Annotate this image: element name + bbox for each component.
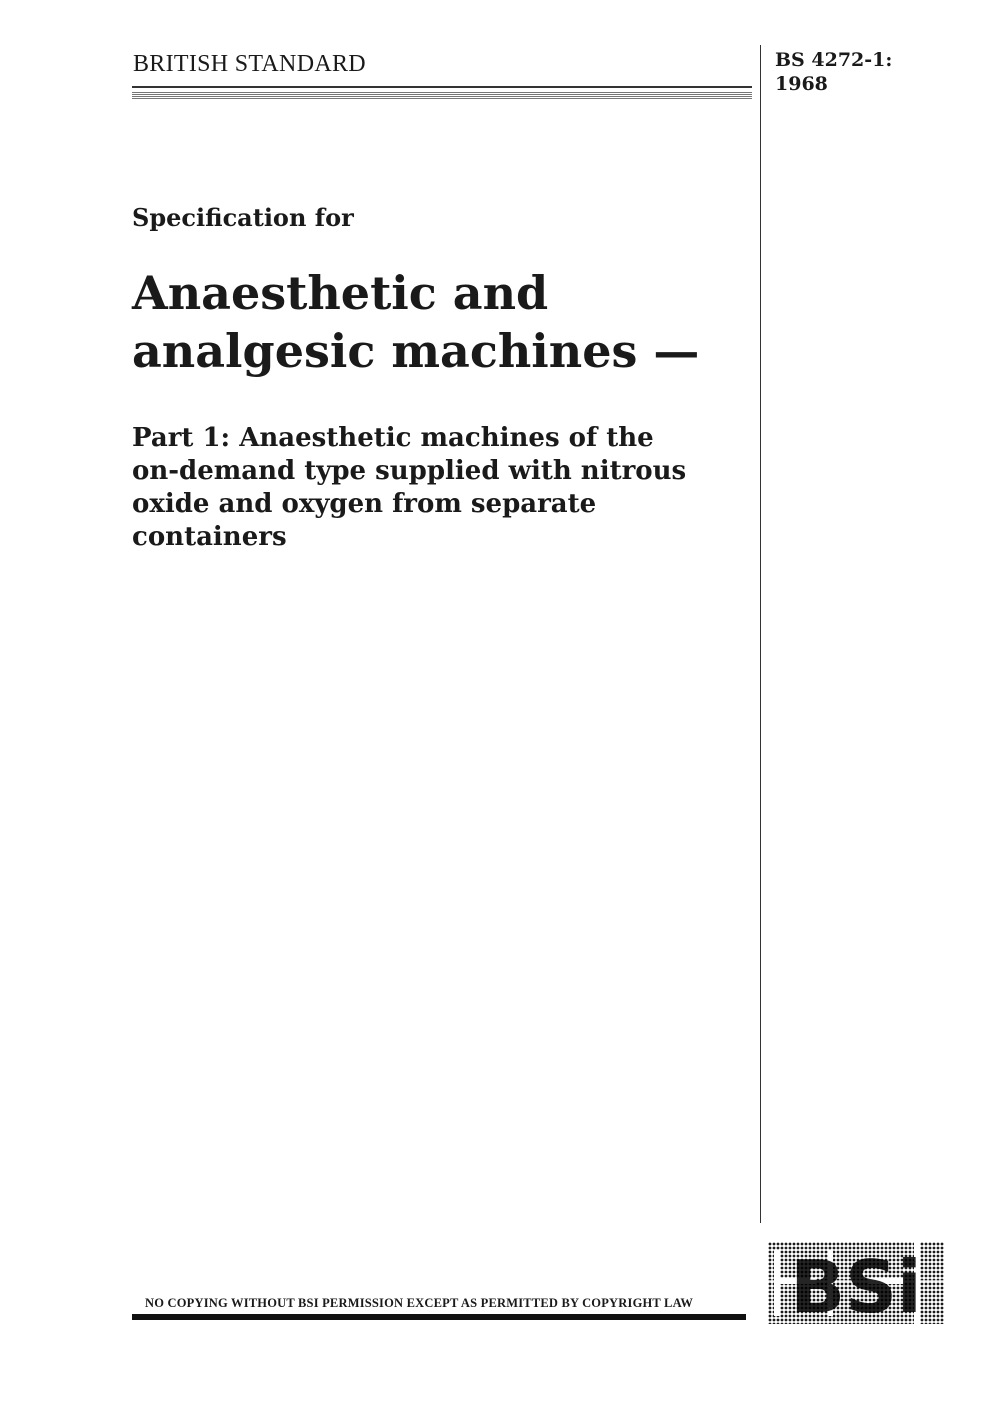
part-title-line-3: oxide and oxygen from separate [132,489,597,519]
standard-number-line-2: 1968 [775,73,828,95]
header-rule [132,86,752,88]
part-title-line-4: containers [132,522,287,552]
margin-divider [760,45,761,1223]
spec-for-heading: Specification for [132,203,354,232]
main-title [132,264,752,380]
standard-number-line-1: BS 4272-1: [775,49,893,71]
footer-rule [132,1314,746,1320]
bsi-logo-icon [768,1242,944,1324]
part-title [132,422,752,554]
standard-number [775,48,892,96]
main-title-line-1: Anaesthetic and [132,266,549,320]
bsi-logo-text: BSi [790,1245,922,1324]
copyright-notice: NO COPYING WITHOUT BSI PERMISSION EXCEPT AS PERMITTED BY COPYRIGHT LAW [145,1296,694,1310]
document-category-label: BRITISH STANDARD [133,51,366,77]
header-hatched-rule [132,92,752,100]
part-title-line-1: Part 1: Anaesthetic machines of the [132,423,654,453]
part-title-line-2: on-demand type supplied with nitrous [132,456,687,486]
main-title-line-2: analgesic machines — [132,324,700,378]
